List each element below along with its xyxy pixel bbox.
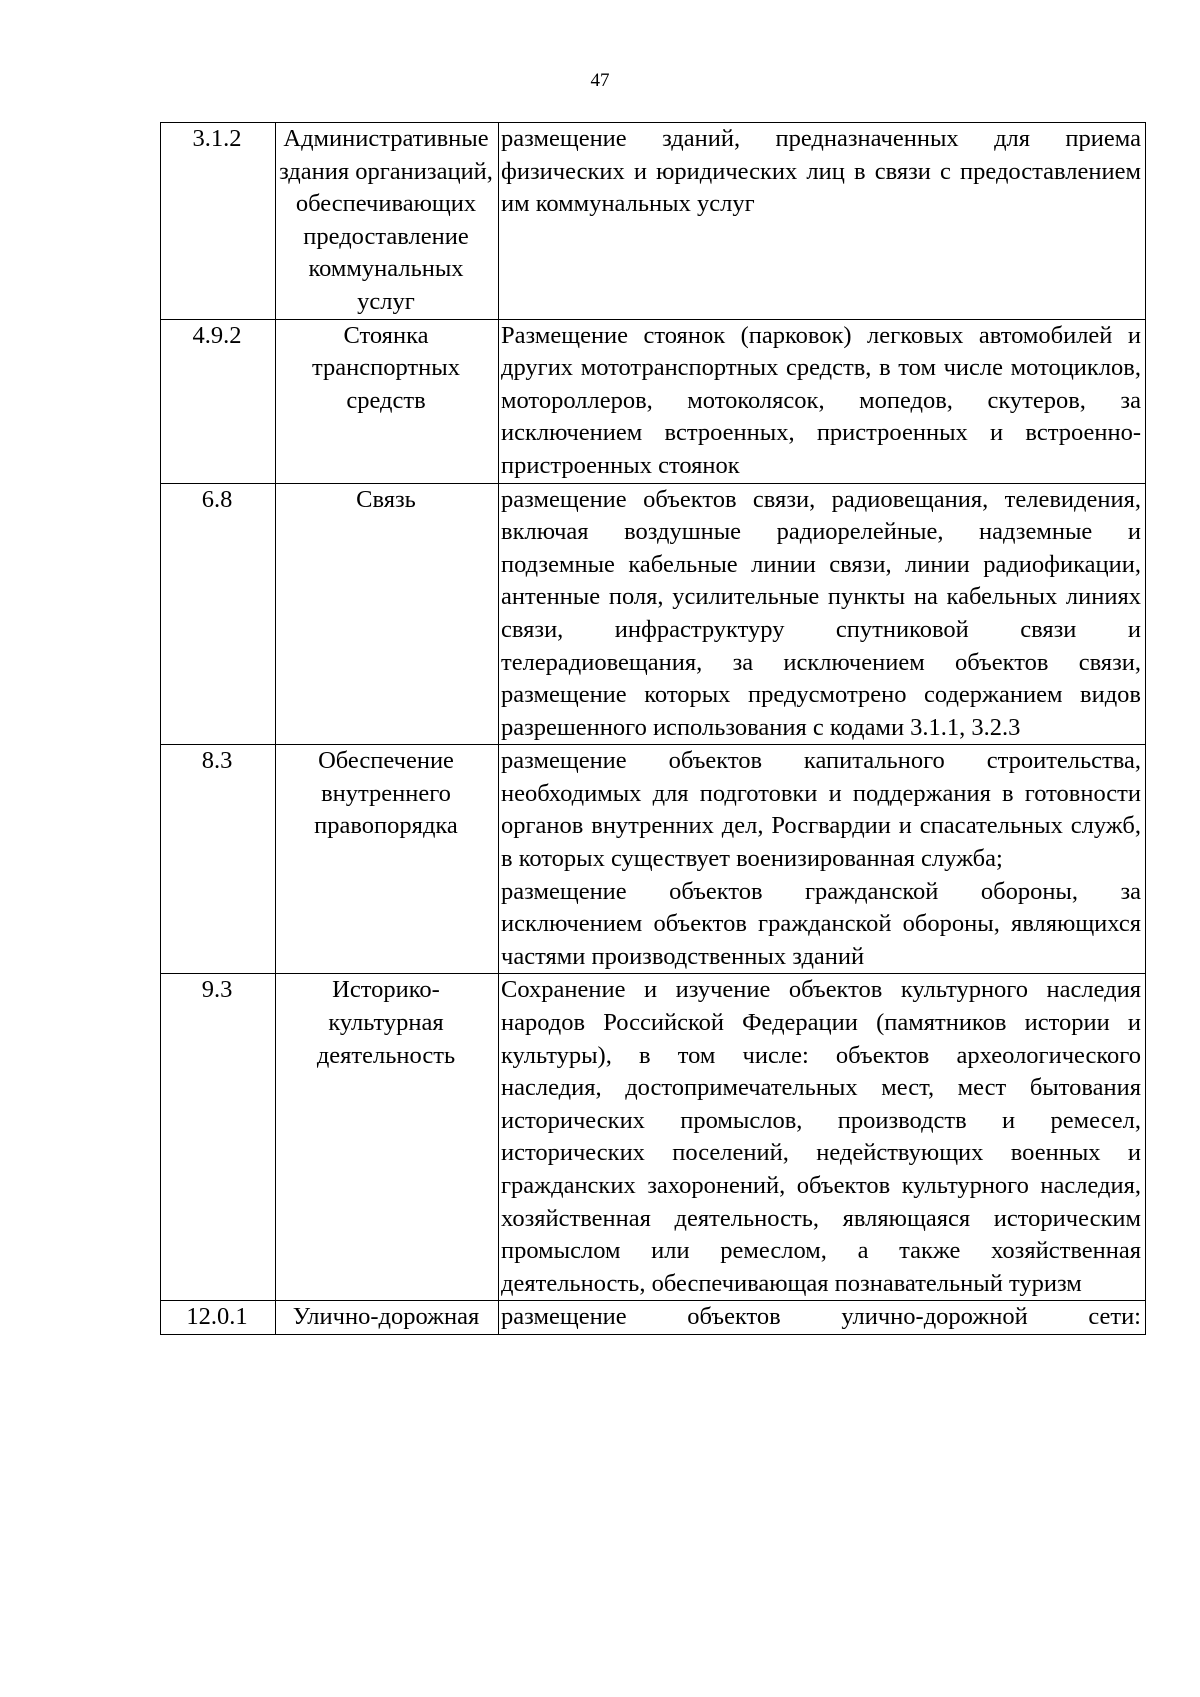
table-row bbox=[161, 745, 1146, 974]
description-paragraph: размещение объектов улично-дорожной сети: bbox=[501, 1303, 1141, 1331]
use-name: Стоянка транспортных средств bbox=[276, 319, 499, 483]
use-name: Связь bbox=[276, 483, 499, 745]
use-code: 9.3 bbox=[161, 974, 276, 1301]
use-name: Административные здания организаций, обеспечивающих предоставление коммунальных услуг bbox=[276, 123, 499, 320]
use-name: Обеспечение внутреннего правопорядка bbox=[276, 745, 499, 974]
table-row bbox=[161, 483, 1146, 745]
use-description bbox=[499, 319, 1146, 483]
use-description bbox=[499, 123, 1146, 320]
use-description bbox=[499, 483, 1146, 745]
table-row bbox=[161, 1301, 1146, 1335]
use-code: 12.0.1 bbox=[161, 1301, 276, 1335]
use-code: 4.9.2 bbox=[161, 319, 276, 483]
table-row bbox=[161, 974, 1146, 1301]
description-paragraph: Сохранение и изучение объектов культурного наследия народов Российской Федерации (памятников истории и культуры), в том числе: объектов археологического наследия, достопримечательных мест, мест бытования исторических промыслов, производств и ремесел, исторических поселений, недействующих военных и гражданских захоронений, объектов культурного наследия, хозяйственная деятельность, являющаяся историческим промыслом или ремеслом, а также хозяйственная деятельность, обеспечивающая познавательный туризм bbox=[501, 976, 1141, 1297]
description-paragraph: размещение объектов капитального строительства, необходимых для подготовки и поддержания в готовности органов внутренних дел, Росгвардии и спасательных служб, в которых существует военизированная служба; bbox=[501, 747, 1141, 873]
use-description bbox=[499, 745, 1146, 974]
table-row bbox=[161, 123, 1146, 320]
page-number: 47 bbox=[590, 70, 610, 91]
use-code: 3.1.2 bbox=[161, 123, 276, 320]
table-row bbox=[161, 319, 1146, 483]
use-name: Улично-дорожная bbox=[276, 1301, 499, 1335]
use-description bbox=[499, 974, 1146, 1301]
description-paragraph: размещение объектов гражданской обороны, за исключением объектов гражданской обороны, являющихся частями производственных зданий bbox=[501, 877, 1141, 970]
description-paragraph: размещение зданий, предназначенных для приема физических и юридических лиц в связи с предоставлением им коммунальных услуг bbox=[501, 125, 1141, 218]
use-code: 6.8 bbox=[161, 483, 276, 745]
description-paragraph: Размещение стоянок (парковок) легковых автомобилей и других мототранспортных средств, в том числе мотоциклов, мотороллеров, мотоколясок, мопедов, скутеров, за исключением встроенных, пристроенных и встроенно-пристроенных стоянок bbox=[501, 321, 1141, 479]
description-paragraph: размещение объектов связи, радиовещания, телевидения, включая воздушные радиорелейные, надземные и подземные кабельные линии связи, линии радиофикации, антенные поля, усилительные пункты на кабельных линиях связи, инфраструктуру спутниковой связи и телерадиовещания, за исключением объектов связи, размещение которых предусмотрено содержанием видов разрешенного использования с кодами 3.1.1, 3.2.3 bbox=[501, 485, 1141, 741]
use-code: 8.3 bbox=[161, 745, 276, 974]
use-description bbox=[499, 1301, 1146, 1335]
use-name: Историко-культурная деятельность bbox=[276, 974, 499, 1301]
permitted-use-table bbox=[160, 122, 1146, 1335]
